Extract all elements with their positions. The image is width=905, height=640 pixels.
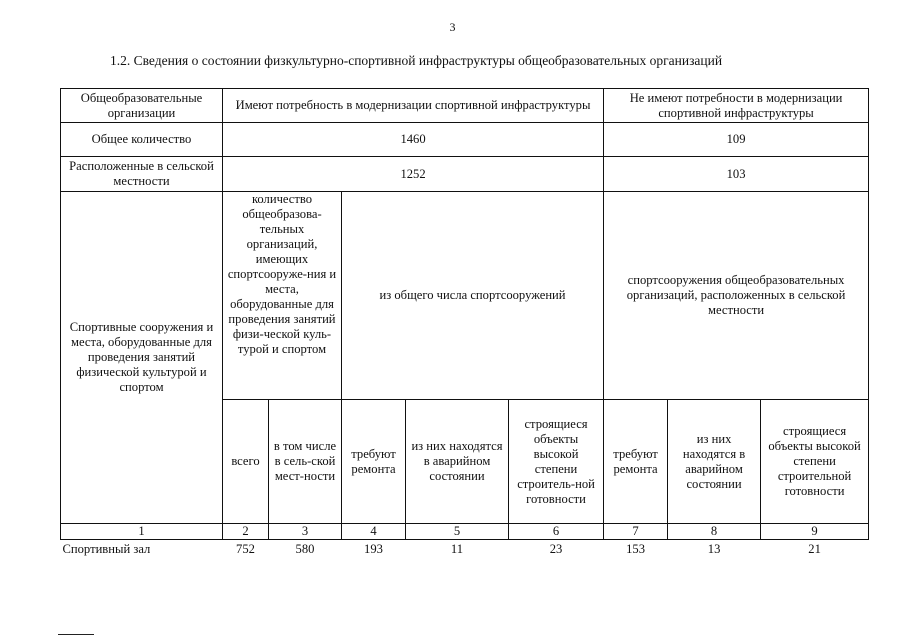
- rural-facilities-header: спортсооружения общеобразовательных организаций, расположенных в сельской местности: [604, 192, 869, 400]
- page-number: 3: [449, 20, 456, 34]
- header-row: [61, 89, 869, 123]
- column-number: 6: [509, 524, 604, 540]
- row-value: 11: [450, 542, 464, 556]
- scan-artifact-line: [58, 634, 94, 635]
- total-label: Общее количество: [61, 123, 223, 157]
- row-value: 13: [707, 542, 721, 556]
- column-number: 5: [406, 524, 509, 540]
- subheader-construction: строящиеся объекты высокой степени строитель-ной готовности: [509, 400, 604, 524]
- subheader-all: всего: [223, 400, 269, 524]
- page-title: 1.2. Сведения о состоянии физкультурно-спортивной инфраструктуры общеобразовательных организаций: [110, 53, 723, 68]
- subheader-emergency: из них находятся в аварийном состоянии: [406, 400, 509, 524]
- column-number: 3: [269, 524, 342, 540]
- column-number: 9: [761, 524, 869, 540]
- row-value: 580: [295, 542, 315, 556]
- header-organizations: Общеобразовательные организации: [61, 89, 223, 123]
- row-value: 752: [236, 542, 255, 556]
- facilities-label: Спортивные сооружения и места, оборудованные для проведения занятий физической культурой и спортом: [61, 192, 223, 524]
- rural-row: [61, 157, 869, 192]
- from-total-header: из общего числа спортсооружений: [342, 192, 604, 400]
- rural-label: Расположенные в сельской местности: [61, 157, 223, 192]
- column-number: 4: [342, 524, 406, 540]
- rural-need-value: 1252: [223, 157, 604, 192]
- total-no-need-value: 109: [604, 123, 869, 157]
- row-value: 21: [808, 542, 821, 556]
- total-need-value: 1460: [223, 123, 604, 157]
- row-value: 193: [364, 542, 383, 556]
- row-value: 153: [626, 542, 645, 556]
- table-row: [61, 540, 869, 558]
- count-orgs-header: количество общеобразова-тельных организаций, имеющих спортсооруже-ния и места, оборудованные для проведения занятий физи-ческой куль-турой и спортом: [223, 192, 342, 400]
- row-name: Спортивный зал: [62, 542, 151, 556]
- rural-no-need-value: 103: [604, 157, 869, 192]
- total-row: [61, 123, 869, 157]
- column-number: 1: [61, 524, 223, 540]
- column-number: 2: [223, 524, 269, 540]
- row-value: 23: [549, 542, 563, 556]
- header-need-modernization: Имеют потребность в модернизации спортивной инфраструктуры: [223, 89, 604, 123]
- subheader-need-repair: требуют ремонта: [342, 400, 406, 524]
- column-number: 8: [668, 524, 761, 540]
- subheader-construction-rural: строящиеся объекты высокой степени строительной готовности: [761, 400, 869, 524]
- subheader-need-repair-rural: требуют ремонта: [604, 400, 668, 524]
- column-number-row: [61, 524, 869, 540]
- subheader-rural-incl: в том числе в сель-ской мест-ности: [269, 400, 342, 524]
- subheader-emergency-rural: из них находятся в аварийном состоянии: [668, 400, 761, 524]
- facilities-header-row: [61, 192, 869, 400]
- infrastructure-table: [60, 88, 869, 558]
- column-number: 7: [604, 524, 668, 540]
- header-no-need-modernization: Не имеют потребности в модернизации спортивной инфраструктуры: [604, 89, 869, 123]
